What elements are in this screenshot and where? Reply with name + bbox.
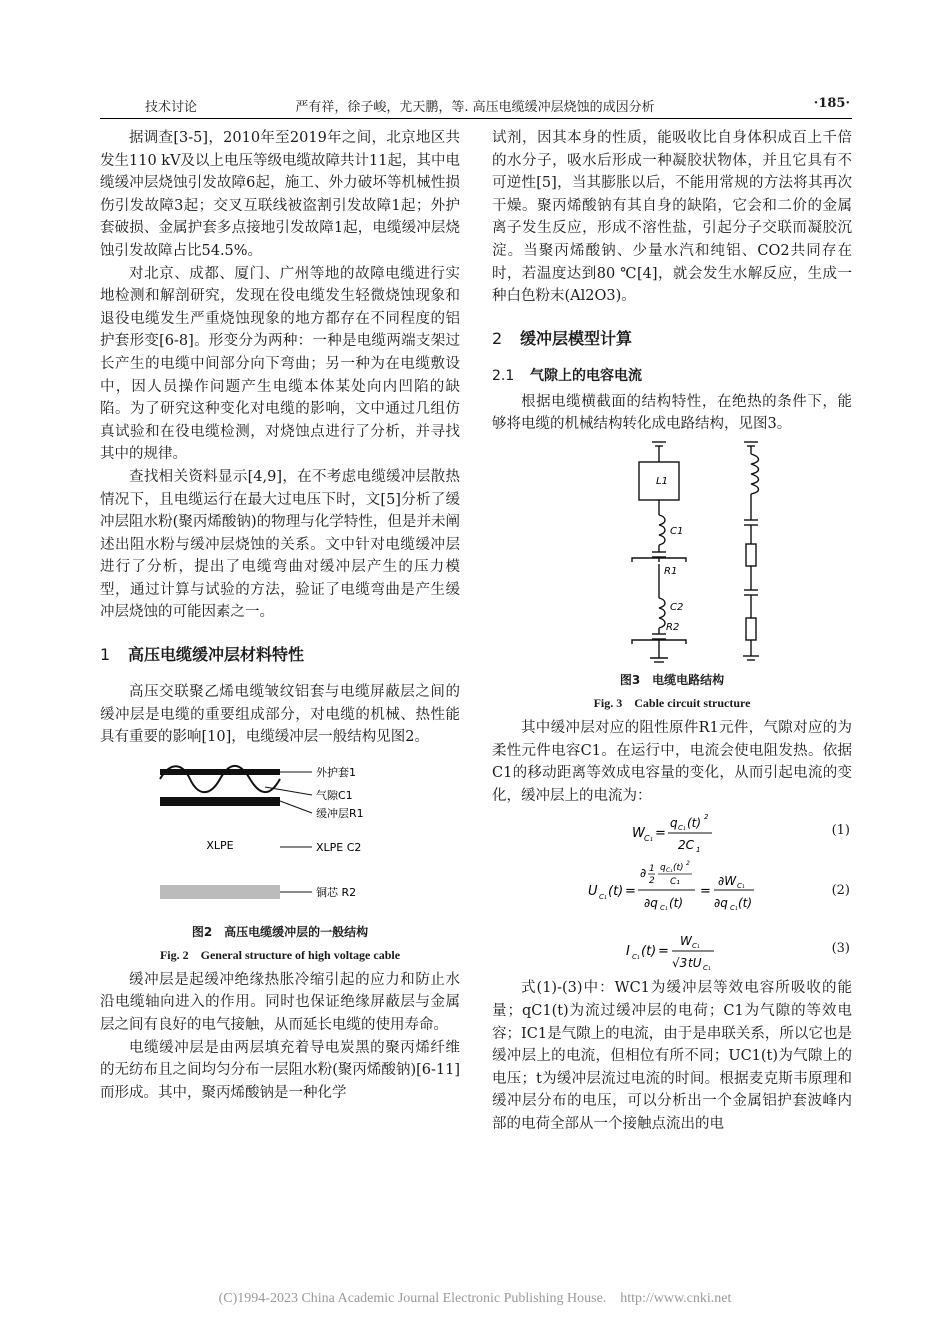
svg-text:I: I [626, 944, 630, 960]
subsection-title: 气隙上的电容电流 [530, 367, 642, 384]
svg-text:2C: 2C [678, 838, 695, 853]
header-section: 技术讨论 [145, 100, 198, 115]
svg-text:=: = [700, 884, 711, 900]
page-number: ·185· [813, 96, 850, 111]
label-R2: R2 [666, 621, 680, 633]
right-column [492, 127, 852, 1135]
svg-text:C₁: C₁ [599, 893, 607, 902]
subsection-number: 2.1 [492, 367, 515, 384]
paragraph: 根据电缆横截面的结构特性，在绝热的条件下，能够将电缆的机械结构转化成电路结构，见图3。 [492, 393, 852, 433]
figure-3-caption-en: Fig. 3 Cable circuit structure [593, 695, 751, 710]
header-title: 严有祥，徐子峻，尤天鹏，等. 高压电缆缓冲层烧蚀的成因分析 [295, 100, 655, 115]
svg-text:(t): (t) [673, 863, 684, 874]
svg-text:W: W [680, 934, 692, 949]
buffer-layer [160, 797, 280, 806]
label-R1: R1 [664, 565, 678, 577]
paragraph: 高压交联聚乙烯电缆皱纹铝套与电缆屏蔽层之间的缓冲层是电缆的重要组成部分，对电缆的机械、热性能具有重要的影响[10]，电缆缓冲层一般结构见图2。 [100, 684, 460, 746]
paragraph: 查找相关资料显示[4,9]，在不考虑电缆缓冲层散热情况下，且电缆运行在最大过电压下时，文[5]分析了缓冲层阻水粉(聚丙烯酸钠)的物理与化学特性，但是并未阐述出阻水粉与缓冲层烧蚀的关系。文中针对电缆缓冲层进行了分析，提出了电缆弯曲对缓冲层产生的压力模型，通过计算与试验的方法，验证了电缆弯曲是产生缓冲层烧蚀的可能因素之一。 [100, 468, 460, 621]
label-xlpe: XLPE C2 [316, 840, 362, 854]
svg-text:C₁: C₁ [670, 877, 680, 888]
svg-text:C₁: C₁ [632, 953, 640, 962]
paragraph: 对北京、成都、厦门、广州等地的故障电缆进行实地检测和解剖研究，发现在役电缆发生轻微烧蚀现象和退役电缆发生严重烧蚀现象的地方都存在不同程度的铝护套形变[6-8]。形变分为两种：一种是电缆两端支架过长产生的电缆中间部分向下弯曲；另一种为在电缆敷设中，因人员操作问题产生电缆本体某处向内凹陷的缺陷。为了研究这种变化对电缆的影响，文中通过几组仿真试验和在役电缆检测，对烧蚀点进行了分析，并寻找其中的规律。 [100, 265, 460, 463]
section-number: 2 [492, 328, 503, 348]
figure-2-caption-en: Fig. 2 General structure of high voltage cable [159, 947, 401, 962]
svg-text:C₁: C₁ [644, 834, 653, 844]
circuit-diagram [522, 440, 822, 665]
svg-text:∂: ∂ [640, 866, 647, 881]
equation-number: (3) [831, 941, 850, 957]
equation-2-graphic [492, 859, 792, 925]
label-C2: C2 [670, 601, 684, 613]
svg-text:C₁: C₁ [660, 904, 668, 913]
svg-text:tU: tU [688, 956, 702, 971]
running-header [100, 96, 850, 118]
svg-text:C₁: C₁ [678, 824, 686, 833]
svg-text:C₁: C₁ [692, 942, 700, 951]
svg-text:2: 2 [686, 860, 690, 868]
cable-structure-diagram [130, 757, 430, 917]
svg-text:2: 2 [704, 813, 709, 822]
equation-3-graphic [492, 925, 792, 977]
svg-text:U: U [588, 884, 598, 900]
copyright-footer: (C)1994-2023 China Academic Journal Electronic Publishing House. http://www.cnki.net [218, 1291, 732, 1306]
xlpe-center-label: XLPE [206, 838, 234, 852]
svg-text:W: W [632, 826, 645, 842]
label-copper-core: 铜芯 R2 [316, 885, 357, 899]
svg-text:2: 2 [649, 876, 655, 887]
equation-1 [492, 807, 852, 859]
figure-3 [492, 440, 852, 711]
paragraph: 缓冲层是起缓冲绝缘热胀冷缩引起的应力和防止水沿电缆轴向进入的作用。同时也保证绝缘屏蔽层与金属层之间有良好的电气接触，从而延长电缆的使用寿命。 [100, 971, 460, 1034]
svg-text:C₁: C₁ [666, 867, 673, 875]
svg-text:∂q: ∂q [714, 896, 728, 911]
label-outer-sheath: 外护套1 [316, 765, 356, 779]
svg-text:√3: √3 [672, 956, 688, 971]
svg-text:(t): (t) [738, 896, 753, 911]
svg-text:(t): (t) [608, 884, 624, 900]
svg-text:(t): (t) [687, 816, 702, 831]
equation-number: (2) [831, 883, 850, 899]
label-C1: C1 [670, 525, 684, 537]
label-buffer-layer: 缓冲层R1 [316, 806, 364, 820]
left-column [100, 127, 460, 1104]
svg-text:1: 1 [696, 846, 701, 855]
svg-text:(t): (t) [641, 944, 657, 960]
svg-text:=: = [655, 826, 666, 842]
label-air-gap: 气隙C1 [316, 788, 353, 802]
paragraph: 电缆缓冲层是由两层填充着导电炭黑的聚丙烯纤维的无纺布且之间均匀分布一层阻水粉(聚丙烯酸钠)[6-11]而形成。其中，聚丙烯酸钠是一种化学 [100, 1039, 460, 1101]
equation-3 [492, 925, 852, 977]
svg-text:C₁: C₁ [730, 904, 738, 913]
svg-text:q: q [670, 816, 678, 831]
equation-1-graphic [492, 807, 792, 859]
section-title: 缓冲层模型计算 [520, 328, 633, 348]
paragraph: 其中缓冲层对应的阻性原件R1元件，气隙对应的为柔性元件电容C1。在运行中，电流会使电阻发热。依据C1的移动距离等效成电容量的变化，从而引起电流的变化，缓冲层上的电流为： [492, 719, 852, 804]
paragraph: 式(1)-(3)中：WC1为缓冲层等效电容所吸收的能量；qC1(t)为流过缓冲层的电荷；C1为气隙的等效电容；IC1是气隙上的电流，由于是串联关系，所以它也是缓冲层上的电流，但相位有所不同；UC1(t)为气隙上的电压；t为缓冲层流过电流的时间。根据麦克斯韦原理和缓冲层分布的电压，可以分析出一个金属铝护套波峰内部的电荷全部从一个接触点流出的电 [492, 980, 852, 1132]
svg-text:=: = [658, 944, 669, 960]
svg-text:∂q: ∂q [644, 896, 658, 911]
figure-2 [100, 757, 460, 963]
figure-3-caption-cn: 图3 电缆电路结构 [619, 672, 725, 687]
svg-text:1: 1 [649, 864, 655, 875]
copper-core-layer [160, 885, 280, 899]
outer-sheath-layer [160, 769, 280, 775]
paragraph: 据调查[3-5]，2010年至2019年之间，北京地区共发生110 kV及以上电压等级电缆故障共计11起，其中电缆缓冲层烧蚀引发故障6起，施工、外力破坏等机械性损伤引发故障3起；交叉互联线被盗割引发故障1起；外护套破损、金属护套多点接地引发故障1起，电缆缓冲层烧蚀引发故障占比54.5%。 [100, 130, 460, 259]
label-L1: L1 [656, 475, 668, 487]
svg-text:=: = [625, 884, 636, 900]
svg-text:C₁: C₁ [737, 882, 745, 891]
section-number: 1 [100, 645, 111, 665]
svg-text:(t): (t) [669, 896, 684, 911]
equation-number: (1) [831, 823, 850, 839]
section-heading-2 [492, 326, 852, 349]
figure-2-caption-cn: 图2 高压电缆缓冲层的一般结构 [191, 924, 369, 939]
svg-text:∂W: ∂W [718, 874, 737, 889]
subsection-heading-2-1 [492, 365, 852, 385]
section-title: 高压电缆缓冲层材料特性 [128, 645, 305, 665]
header-rule [100, 118, 852, 119]
paragraph: 试剂，因其本身的性质，能吸收比自身体积成百上千倍的水分子，吸水后形成一种凝胶状物体，并且它具有不可逆性[5]，当其膨胀以后，不能用常规的方法将其再次干燥。聚丙烯酸钠有其自身的缺陷，它会和二价的金属离子发生反应，形成不溶性盐，引起分子交联而凝胶沉淀。当聚丙烯酸钠、少量水汽和纯铝、CO2共同存在时，若温度达到80 ℃[4]，就会发生水解反应，生成一种白色粉末(Al2O3)。 [492, 130, 852, 305]
svg-text:q: q [660, 863, 666, 874]
section-heading-1 [100, 642, 460, 665]
equation-2 [492, 859, 852, 925]
svg-text:C₁: C₁ [703, 964, 711, 973]
